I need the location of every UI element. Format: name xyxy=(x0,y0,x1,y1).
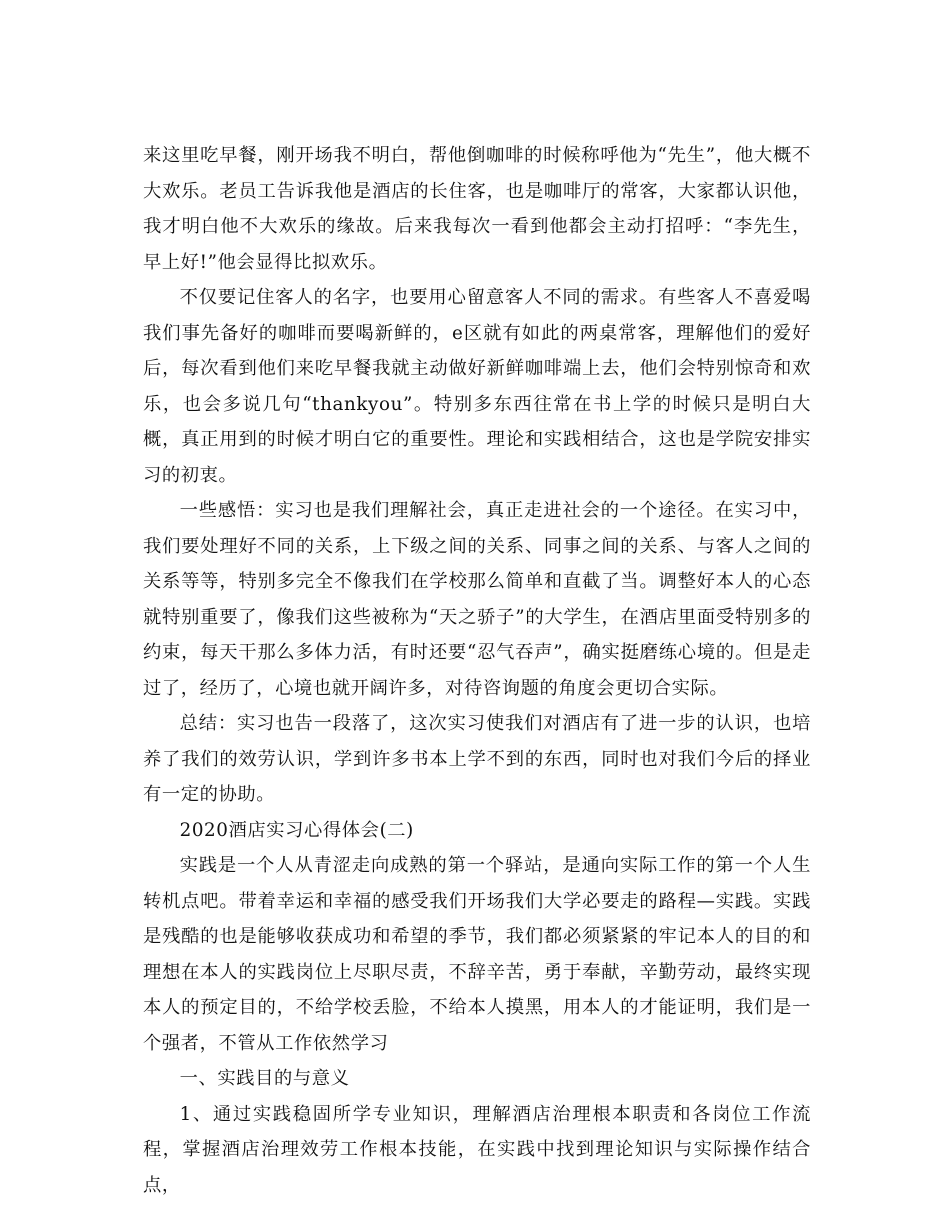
paragraph-guest-needs: 不仅要记住客人的名字，也要用心留意客人不同的需求。有些客人不喜爱喝我们事先备好的咖啡而要喝新鲜的，e区就有如此的两桌常客，理解他们的爱好后，每次看到他们来吃早餐我就主动做好新鲜咖啡端上去，他们会特别惊奇和欢乐，也会多说几句“thankyou”。特别多东西往常在书上学的时候只是明白大概，真正用到的时候才明白它的重要性。理论和实践相结合，这也是学院安排实习的初衷。 xyxy=(143,287,811,486)
section-title: 2020酒店实习心得体会(二) xyxy=(179,819,414,841)
subsection-heading: 一、实践目的与意义 xyxy=(179,1068,350,1089)
paragraph-reflections: 一些感悟：实习也是我们理解社会，真正走进社会的一个途径。在实习中，我们要处理好不同的关系，上下级之间的关系、同事之间的关系、与客人之间的关系等等，特别多完全不像我们在学校那么简单和直截了当。调整好本人的心态就特别重要了，像我们这些被称为“天之骄子”的大学生，在酒店里面受特别多的约束，每天干那么多体力活，有时还要“忍气吞声”，确实挺磨练心境的。但是走过了，经历了，心境也就开阔许多，对待咨询题的角度会更切合实际。 xyxy=(143,500,811,699)
document-body xyxy=(143,138,811,1203)
paragraph-goal-1: 1、通过实践稳固所学专业知识，理解酒店治理根本职责和各岗位工作流程，掌握酒店治理效劳工作根本技能，在实践中找到理论知识与实际操作结合点， xyxy=(143,1103,811,1196)
paragraph-summary: 总结：实习也告一段落了，这次实习使我们对酒店有了进一步的认识，也培养了我们的效劳认识，学到许多书本上学不到的东西，同时也对我们今后的择业有一定的协助。 xyxy=(143,713,811,805)
paragraph-practice-intro: 实践是一个人从青涩走向成熟的第一个驿站，是通向实际工作的第一个人生转机点吧。带着幸运和幸福的感受我们开场我们大学必要走的路程—实践。实践是残酷的也是能够收获成功和希望的季节，我们都必须紧紧的牢记本人的目的和理想在本人的实践岗位上尽职尽责，不辞辛苦，勇于奉献，辛勤劳动，最终实现本人的预定目的，不给学校丢脸，不给本人摸黑，用本人的才能证明，我们是一个强者，不管从工作依然学习 xyxy=(143,855,811,1054)
paragraph-continuation: 来这里吃早餐，刚开场我不明白，帮他倒咖啡的时候称呼他为“先生”，他大概不大欢乐。老员工告诉我他是酒店的长住客，也是咖啡厅的常客，大家都认识他，我才明白他不大欢乐的缘故。后来我每次一看到他都会主动打招呼：“李先生，早上好!”他会显得比拟欢乐。 xyxy=(143,145,811,273)
